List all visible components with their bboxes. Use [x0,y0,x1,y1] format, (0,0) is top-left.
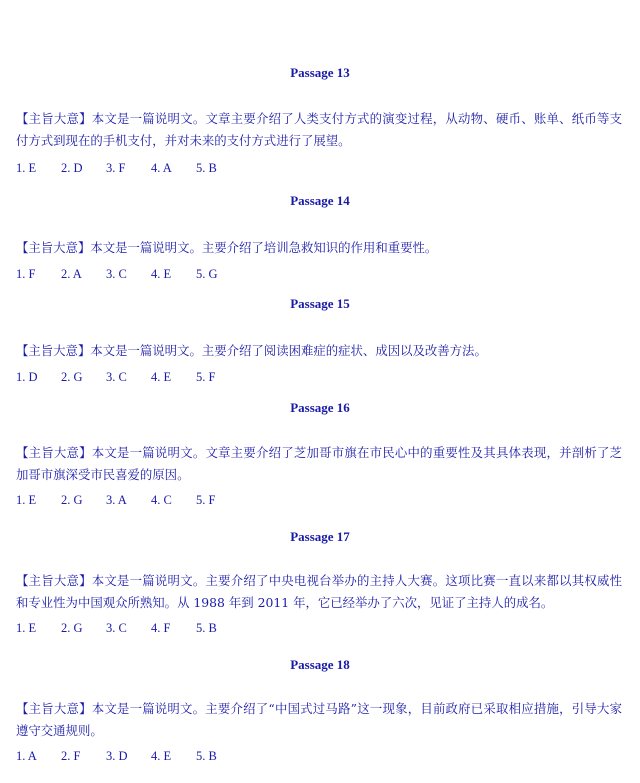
passage-title: Passage 15 [290,296,350,311]
passage-17-section [0,528,640,639]
answer-4: 4. F [151,621,171,635]
answer-1: 1. E [16,493,37,507]
answer-3: 3. A [106,493,127,507]
answer-5: 5. G [196,267,218,281]
answer-4: 4. E [151,749,172,763]
answer-4: 4. A [151,161,172,175]
passage-title: Passage 16 [290,400,350,415]
answer-4: 4. C [151,493,172,507]
answer-3: 3. C [106,621,127,635]
passage-title: Passage 17 [290,529,350,544]
answer-2: 2. G [61,370,83,384]
answer-1: 1. F [16,267,36,281]
answer-4: 4. E [151,267,172,281]
answer-3: 3. C [106,267,127,281]
answer-2: 2. G [61,621,83,635]
answer-3: 3. C [106,370,127,384]
answer-row [0,617,640,639]
passage-summary: 【主旨大意】本文是一篇说明文。主要介绍了培训急救知识的作用和重要性。 [16,240,438,255]
answer-row [0,157,640,179]
passage-title: Passage 13 [290,65,350,80]
answer-row [0,263,640,285]
answer-row [0,489,640,511]
answer-3: 3. D [106,749,128,763]
passage-15-section [0,295,640,388]
answer-5: 5. F [196,370,216,384]
answer-2: 2. A [61,267,82,281]
answer-3: 3. F [106,161,126,175]
answer-5: 5. B [196,161,217,175]
passage-title: Passage 14 [290,193,350,208]
answer-1: 1. D [16,370,38,384]
answer-row [0,366,640,388]
passage-16-section [0,399,640,511]
answer-1: 1. A [16,749,37,763]
passage-14-section [0,192,640,285]
passage-18-section [0,656,640,767]
passage-summary: 【主旨大意】本文是一篇说明文。主要介绍了“中国式过马路”这一现象，目前政府已采取相应措施，引导大家遵守交通规则。 [16,701,622,738]
passage-summary: 【主旨大意】本文是一篇说明文。文章主要介绍了芝加哥市旗在市民心中的重要性及其具体表现，并剖析了芝加哥市旗深受市民喜爱的原因。 [16,445,622,482]
answer-2: 2. D [61,161,83,175]
passage-summary: 【主旨大意】本文是一篇说明文。主要介绍了阅读困难症的症状、成因以及改善方法。 [16,343,487,358]
answer-2: 2. F [61,749,81,763]
passage-title: Passage 18 [290,657,350,672]
passage-summary: 【主旨大意】本文是一篇说明文。文章主要介绍了人类支付方式的演变过程，从动物、硬币、账单、纸币等支付方式到现在的手机支付，并对未来的支付方式进行了展望。 [16,111,622,148]
passage-summary: 【主旨大意】本文是一篇说明文。主要介绍了中央电视台举办的主持人大赛。这项比赛一直以来都以其权威性和专业性为中国观众所熟知。从 1988 年到 2011 年，它已经举办了六次，见证了主持人的成名。 [16,573,622,610]
answer-4: 4. E [151,370,172,384]
answer-5: 5. B [196,749,217,763]
answer-5: 5. B [196,621,217,635]
answer-2: 2. G [61,493,83,507]
answer-1: 1. E [16,161,37,175]
answer-row [0,745,640,767]
answer-5: 5. F [196,493,216,507]
passage-13-section [0,64,640,179]
answer-1: 1. E [16,621,37,635]
